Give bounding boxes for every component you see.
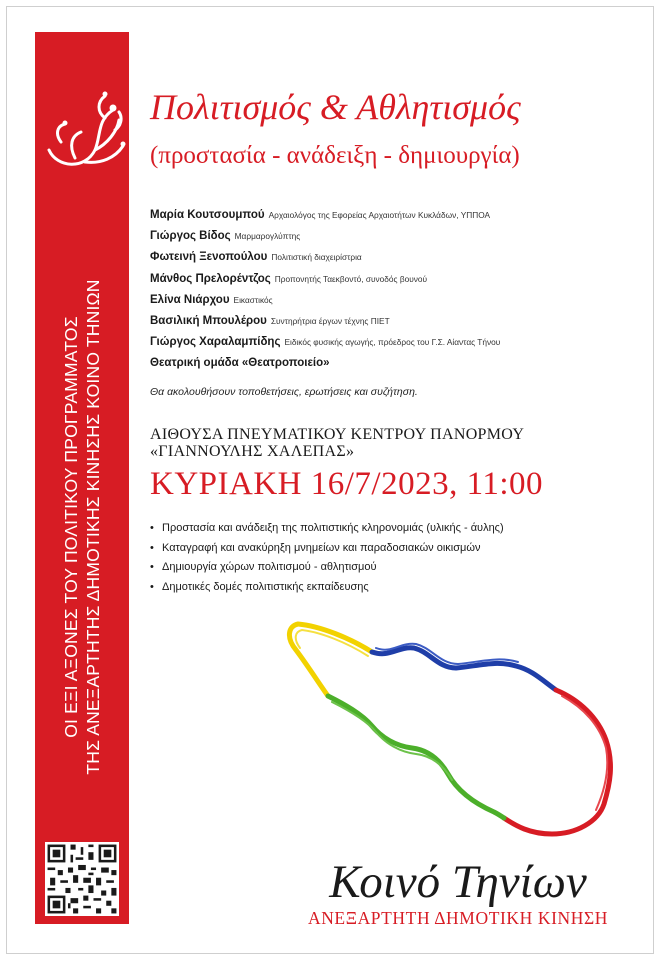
topic-item: • Προστασία και ανάδειξη της πολιτιστικής κληρονομιάς (υλικής - άυλης): [150, 522, 504, 542]
speaker-name: Γιώργος Χαραλαμπίδης: [150, 336, 281, 349]
topic-list: [150, 522, 504, 600]
vertical-line-1: ΟΙ ΕΞΙ ΑΞΟΝΕΣ ΤΟΥ ΠΟΛΙΤΙΚΟΥ ΠΡΟΓΡΑΜΜΑΤΟΣ: [61, 316, 81, 738]
speaker-role: Συντηρήτρια έργων τέχνης ΠΙΕΤ: [270, 315, 390, 326]
speaker-role: Μαρμαρογλύπτης: [234, 231, 301, 242]
speaker-name: Γιώργος Βίδος: [150, 230, 231, 243]
speaker-item: [150, 247, 620, 268]
venue-block: [150, 426, 620, 460]
speaker-role: Πολιτιστική διαχειρίστρια: [271, 252, 362, 263]
speaker-role: Προπονητής Ταεκβοντό, συνοδός βουνού: [274, 273, 428, 284]
speaker-item: [150, 353, 620, 374]
speaker-item: [150, 226, 620, 247]
speaker-item: [150, 290, 620, 311]
speaker-name: Φωτεινή Ξενοπούλου: [150, 251, 268, 264]
topic-item: • Δημοτικές δομές πολιτιστικής εκπαίδευσης: [150, 581, 504, 601]
topic-item: • Καταγραφή και ανακύρηξη μνημείων και παραδοσιακών οικισμών: [150, 542, 504, 562]
topic-item: • Δημιουργία χώρων πολιτισμού - αθλητισμού: [150, 561, 504, 581]
speaker-item: [150, 269, 620, 290]
speaker-role: Εικαστικός: [233, 294, 273, 305]
event-title: Πολιτισμός & Αθλητισμός: [150, 87, 521, 127]
brand-name: Κοινό Τηνίων: [329, 856, 587, 908]
venue-line-1: ΑΙΘΟΥΣΑ ΠΝΕΥΜΑΤΙΚΟΥ ΚΕΝΤΡΟΥ ΠΑΝΟΡΜΟΥ: [150, 426, 525, 443]
qr-code-icon[interactable]: [45, 842, 119, 916]
discussion-note: Θα ακολουθήσουν τοποθετήσεις, ερωτήσεις και συζήτηση.: [150, 386, 418, 398]
tinos-island-outline-icon: [280, 608, 630, 848]
brand-block: [288, 856, 628, 928]
venue-line-2: «ΓΙΑΝΝΟΥΛΗΣ ΧΑΛΕΠΑΣ»: [150, 443, 355, 460]
floral-ornament-icon: [35, 80, 129, 180]
event-datetime: ΚΥΡΙΑΚΗ 16/7/2023, 11:00: [150, 466, 544, 502]
brand-tagline: ΑΝΕΞΑΡΤΗΤΗ ΔΗΜΟΤΙΚΗ ΚΙΝΗΣΗ: [307, 908, 609, 928]
speaker-name: Μαρία Κουτσουμπού: [150, 209, 265, 221]
vertical-line-2: ΤΗΣ ΑΝΕΞΑΡΤΗΤΗΣ ΔΗΜΟΤΙΚΗΣ ΚΙΝΗΣΗΣ ΚΟΙΝΟ ΤΗΝΙΩΝ: [83, 279, 103, 775]
speaker-name: Βασιλική Μπουλέρου: [150, 314, 267, 327]
speaker-name: Ελίνα Νιάρχου: [150, 293, 230, 306]
speaker-item: [150, 205, 620, 226]
vertical-program-text: [60, 217, 104, 837]
speaker-name: Μάνθος Πρελορέντζος: [150, 272, 271, 285]
speaker-role: Ειδικός φυσικής αγωγής, πρόεδρος του Γ.Σ. Αίαντας Τήνου: [284, 337, 501, 348]
red-sidebar: [35, 32, 129, 924]
event-subtitle: (προστασία - ανάδειξη - δημιουργία): [150, 142, 520, 169]
speaker-item: [150, 332, 620, 353]
speaker-list: [150, 205, 620, 375]
speaker-name: Θεατρική ομάδα «Θεατροποιείο»: [150, 357, 330, 370]
speaker-role: Αρχαιολόγος της Εφορείας Αρχαιοτήτων Κυκλάδων, ΥΠΠΟΑ: [268, 210, 491, 220]
speaker-item: [150, 311, 620, 332]
